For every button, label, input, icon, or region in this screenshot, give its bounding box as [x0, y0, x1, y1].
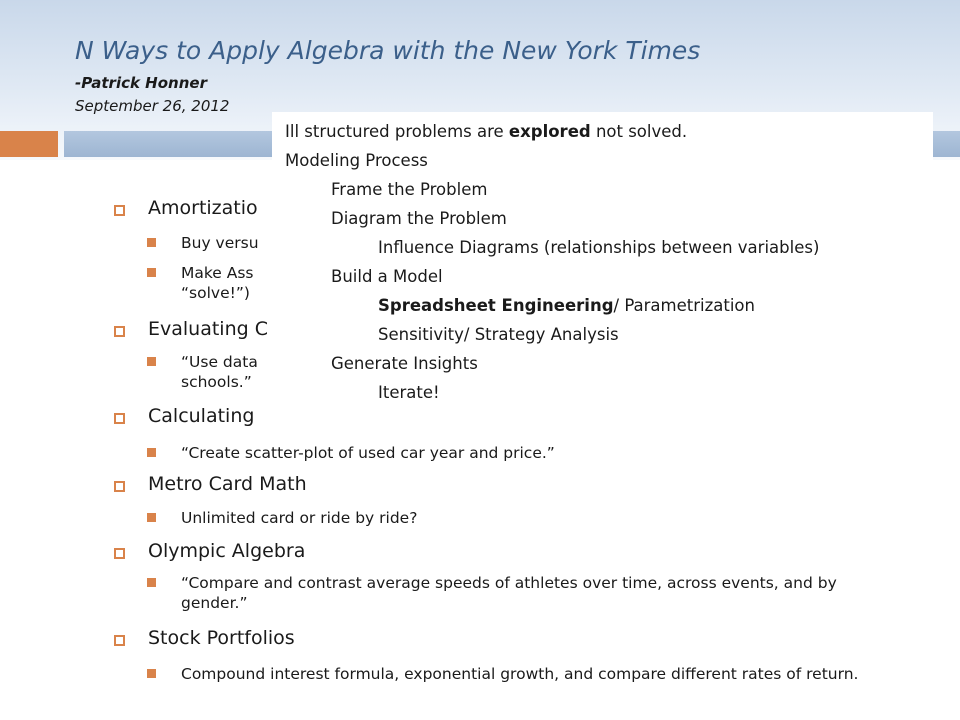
- bullet-calculating: Calculating: [148, 405, 255, 427]
- callout-spreadsheet-rest: / Parametrization: [613, 296, 755, 315]
- callout-frame: Frame the Problem: [331, 180, 488, 199]
- callout-modeling-process: Modeling Process: [285, 151, 428, 170]
- author-line: -Patrick Honner: [75, 74, 207, 92]
- sub-bullet-compare-speeds: “Compare and contrast average speeds of athletes over time, across events, and by gender.”: [181, 573, 881, 613]
- callout-sensitivity: Sensitivity/ Strategy Analysis: [378, 325, 619, 344]
- callout-influence: Influence Diagrams (relationships between variables): [378, 238, 820, 257]
- callout-generate: Generate Insights: [331, 354, 478, 373]
- callout-diagram: Diagram the Problem: [331, 209, 507, 228]
- bullet-evaluating: Evaluating C: [148, 318, 268, 340]
- date-line: September 26, 2012: [75, 97, 230, 115]
- bullet-stock: Stock Portfolios: [148, 627, 295, 649]
- bullet-metro-card: Metro Card Math: [148, 473, 307, 495]
- callout-intro-emphasis: explored: [508, 122, 591, 141]
- sub-bullet-use-data: “Use data schools.”: [181, 352, 881, 392]
- sub-bullet-unlimited-card: Unlimited card or ride by ride?: [181, 508, 881, 528]
- sub-bullet-compound-interest: Compound interest formula, exponential growth, and compare different rates of return.: [181, 664, 881, 684]
- callout-intro-text: Ill structured problems are: [285, 122, 509, 141]
- slide-title: N Ways to Apply Algebra with the New York Times: [75, 36, 701, 65]
- sub-bullet-make-assumptions: Make Ass “solve!”): [181, 263, 881, 303]
- callout-spreadsheet-bold: Spreadsheet Engineering: [378, 296, 614, 315]
- sub-bullet-scatter-plot: “Create scatter-plot of used car year and price.”: [181, 443, 881, 463]
- callout-intro-tail: not solved.: [590, 122, 688, 141]
- callout-iterate: Iterate!: [378, 383, 440, 402]
- modeling-process-callout: [272, 112, 933, 442]
- callout-build: Build a Model: [331, 267, 443, 286]
- callout-spreadsheet: [378, 296, 755, 315]
- bullet-amortization: Amortizatio: [148, 197, 258, 219]
- callout-intro: [285, 122, 687, 141]
- bullet-olympic: Olympic Algebra: [148, 540, 306, 562]
- sub-bullet-buy-versus: Buy versu: [181, 233, 881, 253]
